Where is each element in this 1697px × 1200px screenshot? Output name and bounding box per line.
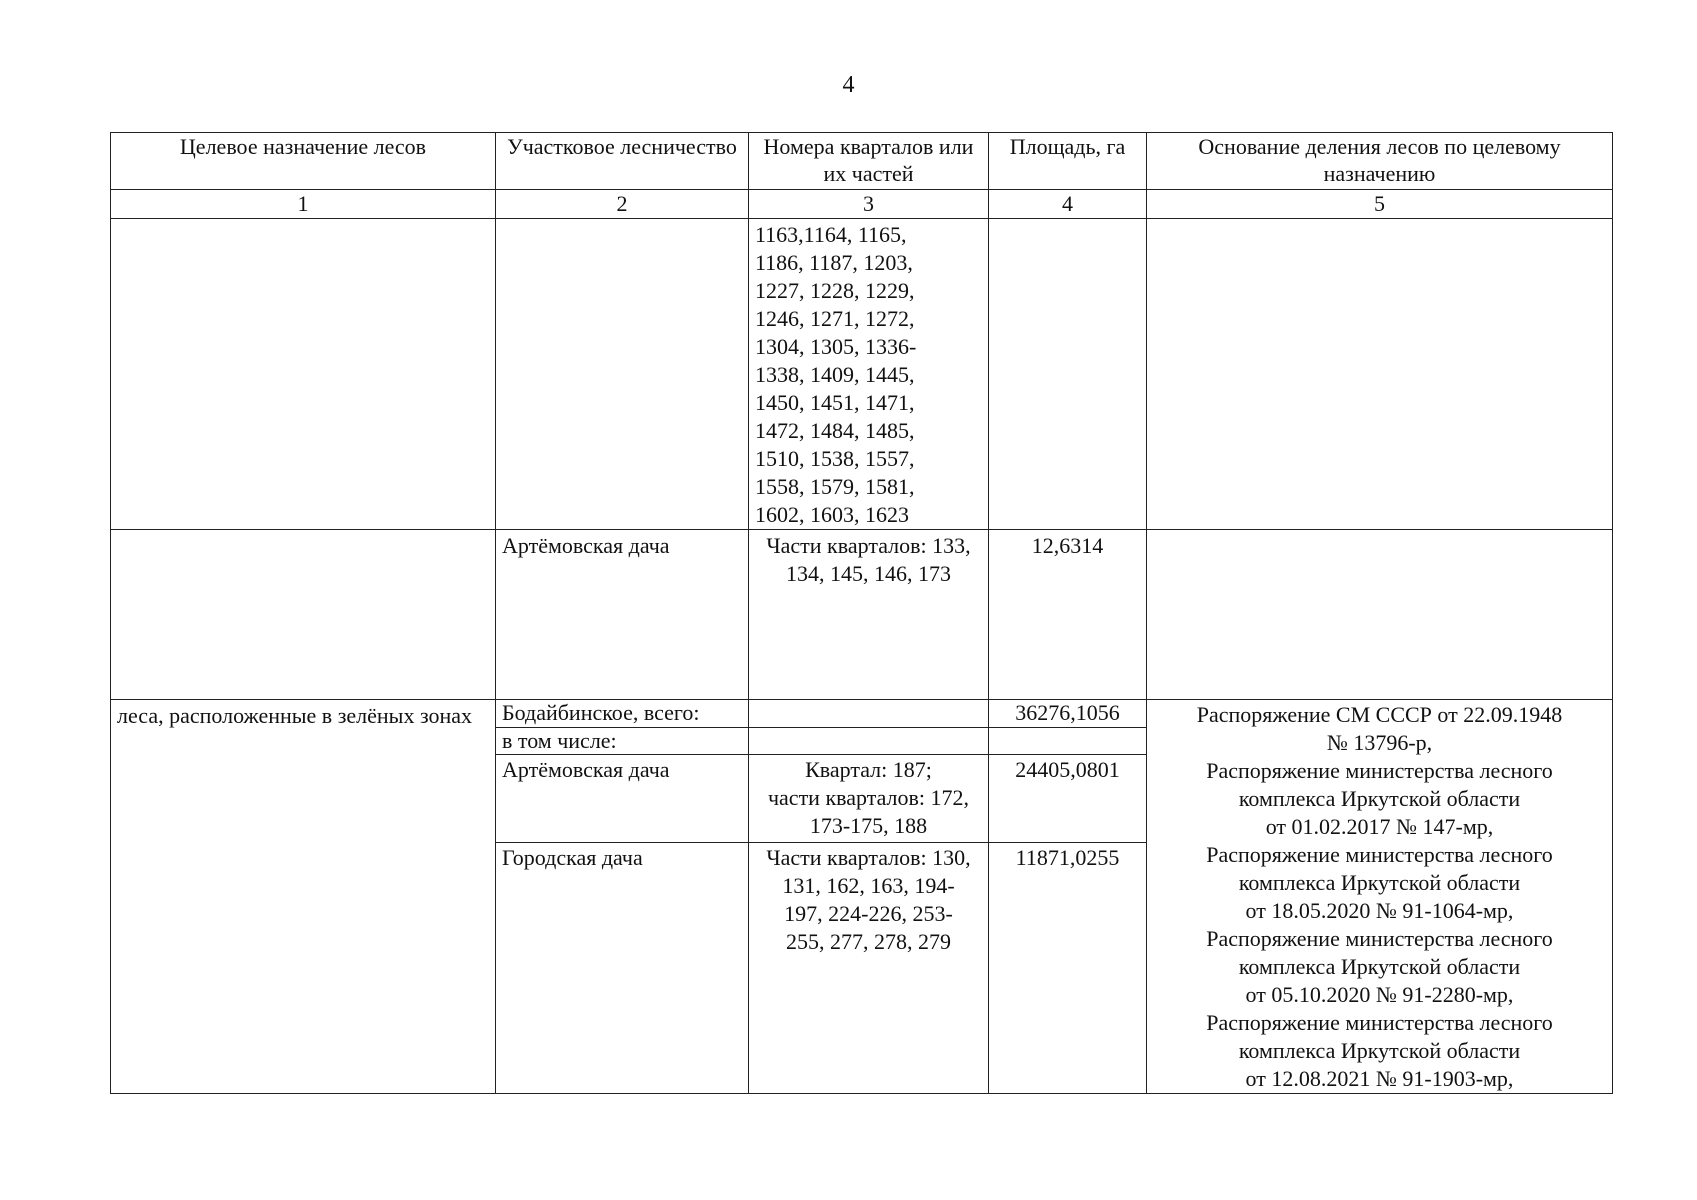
quarters-line: 197, 224-226, 253- [784,900,953,926]
column-number: 1 [111,190,496,219]
basis-cell [1147,700,1613,1094]
forest-purpose-table [110,132,1613,1094]
quarters-line: 1338, 1409, 1445, [755,362,915,387]
quarters-line: 1558, 1579, 1581, [755,474,915,499]
quarters-line: 131, 162, 163, 194- [782,872,955,898]
quarters-line: 1602, 1603, 1623 [755,502,909,527]
quarters-line: 1450, 1451, 1471, [755,390,915,415]
forestry-cell [496,219,749,530]
forestry-cell: Артёмовская дача [496,755,749,843]
basis-line: от 18.05.2020 № 91-1064-мр, [1245,898,1514,923]
table-row [111,700,1613,728]
table-header-row [111,133,1613,190]
column-number-row [111,190,1613,219]
quarters-line: Части кварталов: 133, [766,533,971,558]
basis-cell [1147,219,1613,530]
area-cell: 12,6314 [989,530,1147,700]
basis-line: Распоряжение министерства лесного [1206,1010,1553,1035]
purpose-cell [111,530,496,700]
total-area-cell: 36276,1056 [989,700,1147,728]
column-number: 2 [496,190,749,219]
header-quarters: Номера кварталов или их частей [749,133,989,190]
quarters-line: 173-175, 188 [809,813,928,839]
quarters-cell [749,727,989,755]
basis-line: Распоряжение министерства лесного [1206,926,1553,951]
basis-line: от 05.10.2020 № 91-2280-мр, [1245,982,1514,1007]
area-cell: 11871,0255 [989,842,1147,1093]
basis-line: Распоряжение СМ СССР от 22.09.1948 [1196,702,1563,727]
header-area: Площадь, га [989,133,1147,190]
quarters-cell [749,530,989,700]
purpose-cell: леса, расположенные в зелёных зонах [111,700,496,1094]
quarters-cell [749,842,989,1093]
header-purpose: Целевое назначение лесов [111,133,496,190]
quarters-line: 1246, 1271, 1272, [755,306,915,331]
basis-line: от 01.02.2017 № 147-мр, [1265,814,1494,839]
quarters-line: 134, 145, 146, 173 [786,561,951,586]
basis-line: комплекса Иркутской области [1238,954,1521,979]
basis-line: комплекса Иркутской области [1238,870,1521,895]
quarters-line: 1472, 1484, 1485, [755,418,915,443]
table-row [111,219,1613,530]
column-number: 4 [989,190,1147,219]
table-row [111,530,1613,700]
basis-line: Распоряжение министерства лесного [1206,758,1553,783]
forestry-cell: Артёмовская дача [496,530,749,700]
basis-cell [1147,530,1613,700]
basis-line: Распоряжение министерства лесного [1206,842,1553,867]
quarters-line: 1186, 1187, 1203, [755,250,913,275]
basis-line: от 12.08.2021 № 91-1903-мр, [1245,1066,1514,1091]
area-cell [989,219,1147,530]
quarters-line: 1227, 1228, 1229, [755,278,915,303]
area-cell: 24405,0801 [989,755,1147,843]
quarters-line: 1510, 1538, 1557, [755,446,915,471]
quarters-line: Части кварталов: 130, [766,844,971,870]
quarters-line: части кварталов: 172, [767,785,970,811]
header-forestry: Участковое лесничество [496,133,749,190]
purpose-cell [111,219,496,530]
forestry-total-cell: Бодайбинское, всего: [496,700,749,728]
basis-line: № 13796-р, [1326,730,1433,755]
quarters-cell [749,219,989,530]
area-cell [989,727,1147,755]
quarters-cell [749,755,989,843]
quarters-line: 255, 277, 278, 279 [786,928,951,954]
basis-line: комплекса Иркутской области [1238,786,1521,811]
quarters-line: 1163,1164, 1165, [755,222,907,247]
page-number: 4 [842,72,855,98]
quarters-line: 1304, 1305, 1336- [755,334,917,359]
including-label-cell: в том числе: [496,727,749,755]
column-number: 5 [1147,190,1613,219]
column-number: 3 [749,190,989,219]
basis-line: комплекса Иркутской области [1238,1038,1521,1063]
quarters-cell [749,700,989,728]
header-basis: Основание деления лесов по целевому назначению [1147,133,1613,190]
quarters-line: Квартал: 187; [805,757,932,783]
forestry-cell: Городская дача [496,842,749,1093]
